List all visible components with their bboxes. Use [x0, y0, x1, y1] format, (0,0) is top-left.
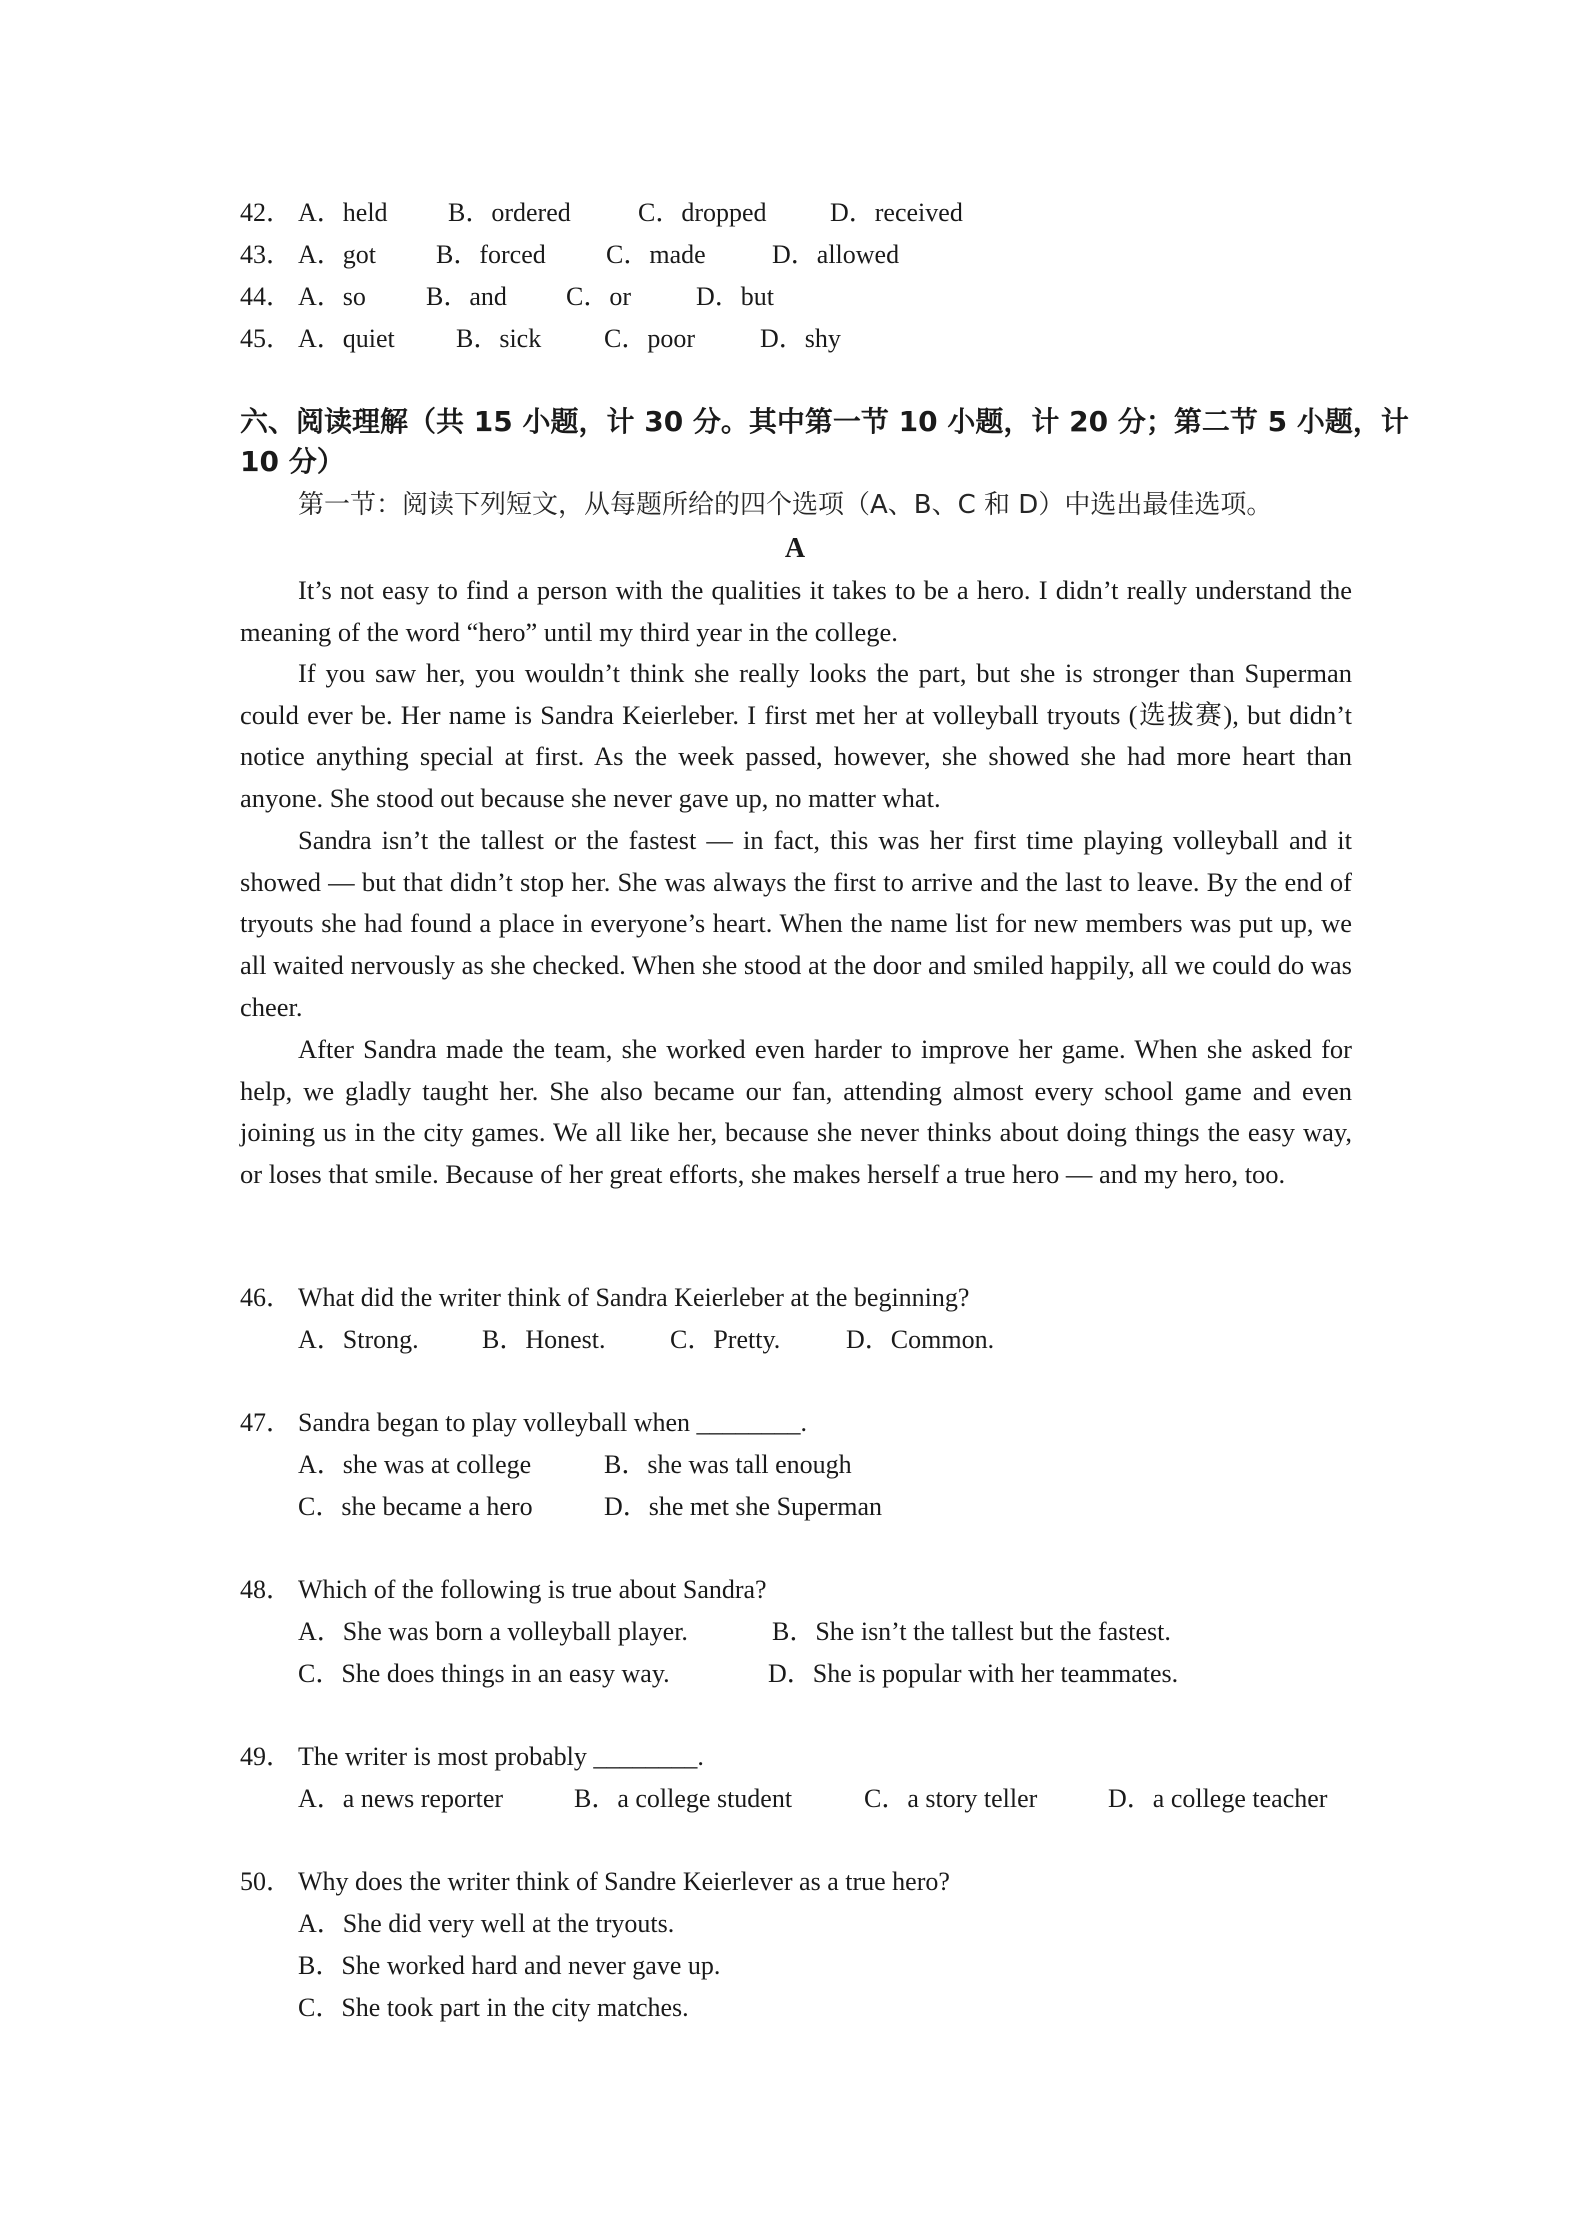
passage-paragraph: Sandra isn’t the tallest or the fastest — in fact, this was her first time playing volleyball and it showed — but that didn’t stop her. She was always the first to arrive and the last to leave. By the end of tryouts she had found a place in everyone’s heart. When the name list for new members was put up, we all waited nervously as she checked. When she stood at the door and smiled happily, all we could do was cheer. [240, 825, 1352, 1022]
question-text: Why does the writer think of Sandre Keierlever as a true hero? [298, 1867, 950, 1896]
question-number: 46． [240, 1283, 293, 1312]
question-text: Which of the following is true about Sandra? [298, 1575, 767, 1604]
option-d: D．shy [760, 324, 841, 353]
choice-d: D．Common. [846, 1325, 995, 1354]
question-number: 44． [240, 282, 293, 311]
option-b: B．ordered [448, 198, 571, 227]
option-c: C．dropped [638, 198, 767, 227]
choice-c: C．Pretty. [670, 1325, 781, 1354]
option-b: B．sick [456, 324, 542, 353]
choice-c: C．a story teller [864, 1784, 1038, 1813]
choice-a: A．a news reporter [298, 1784, 504, 1813]
passage-paragraph: After Sandra made the team, she worked even harder to improve her game. When she asked for help, we gladly taught her. She also became our fan, attending almost every school game and even joining us in the city games. We all like her, because she never thinks about doing things the easy way, or loses that smile. Because of her great efforts, she makes herself a true hero — and my hero, too. [240, 1034, 1352, 1190]
section-instruction: 第一节：阅读下列短文，从每题所给的四个选项（A、B、C 和 D）中选出最佳选项。 [298, 490, 1273, 520]
option-d: D．received [830, 198, 963, 227]
option-a: A．quiet [298, 324, 395, 353]
choice-a: A．she was at college [298, 1450, 532, 1479]
option-a: A．so [298, 282, 366, 311]
choice-b: B．Honest. [482, 1325, 606, 1354]
choice-a: A．Strong. [298, 1325, 419, 1354]
section-heading-line2: 10 分） [240, 445, 345, 478]
question-number: 42． [240, 198, 293, 227]
choice-b: B．a college student [574, 1784, 793, 1813]
question-text: The writer is most probably ________. [298, 1742, 704, 1771]
choice-d: D．she met she Superman [604, 1492, 883, 1521]
option-a: A．held [298, 198, 388, 227]
option-d: D．but [696, 282, 775, 311]
choice-a: A．She was born a volleyball player. [298, 1617, 688, 1646]
choice-a: A．She did very well at the tryouts. [298, 1909, 675, 1938]
passage-paragraph: It’s not easy to find a person with the qualities it takes to be a hero. I didn’t really understand the meaning of the word “hero” until my third year in the college. [240, 575, 1352, 647]
option-c: C．made [606, 240, 706, 269]
option-d: D．allowed [772, 240, 900, 269]
choice-d: D．She is popular with her teammates. [768, 1659, 1179, 1688]
section-heading [240, 402, 1409, 482]
question-number: 48． [240, 1575, 293, 1604]
choice-c: C．she became a hero [298, 1492, 533, 1521]
question-text: What did the writer think of Sandra Keierleber at the beginning? [298, 1283, 970, 1312]
option-b: B．forced [436, 240, 546, 269]
section-heading-line1: 六、阅读理解（共 15 小题，计 30 分。其中第一节 10 小题，计 20 分；第二节 5 小题，计 [240, 405, 1409, 438]
question-number: 43． [240, 240, 293, 269]
option-b: B．and [426, 282, 507, 311]
question-number: 45． [240, 324, 293, 353]
choice-c: C．She does things in an easy way. [298, 1659, 670, 1688]
option-c: C．poor [604, 324, 696, 353]
question-number: 49． [240, 1742, 293, 1771]
passage-title: A [784, 533, 806, 564]
option-a: A．got [298, 240, 377, 269]
choice-c: C．She took part in the city matches. [298, 1993, 689, 2022]
choice-b: B．she was tall enough [604, 1450, 852, 1479]
choice-d: D．a college teacher [1108, 1784, 1328, 1813]
passage-paragraph: If you saw her, you wouldn’t think she really looks the part, but she is stronger than Superman could ever be. Her name is Sandra Keierleber. I first met her at volleyball tryouts (选拔赛), but didn’t notice anything special at first. As the week passed, however, she showed she had more heart than anyone. She stood out because she never gave up, no matter what. [240, 658, 1352, 814]
option-c: C．or [566, 282, 632, 311]
choice-b: B．She isn’t the tallest but the fastest. [772, 1617, 1171, 1646]
question-number: 50． [240, 1867, 293, 1896]
choice-b: B．She worked hard and never gave up. [298, 1951, 721, 1980]
question-number: 47． [240, 1408, 293, 1437]
question-text: Sandra began to play volleyball when ________. [298, 1408, 808, 1437]
